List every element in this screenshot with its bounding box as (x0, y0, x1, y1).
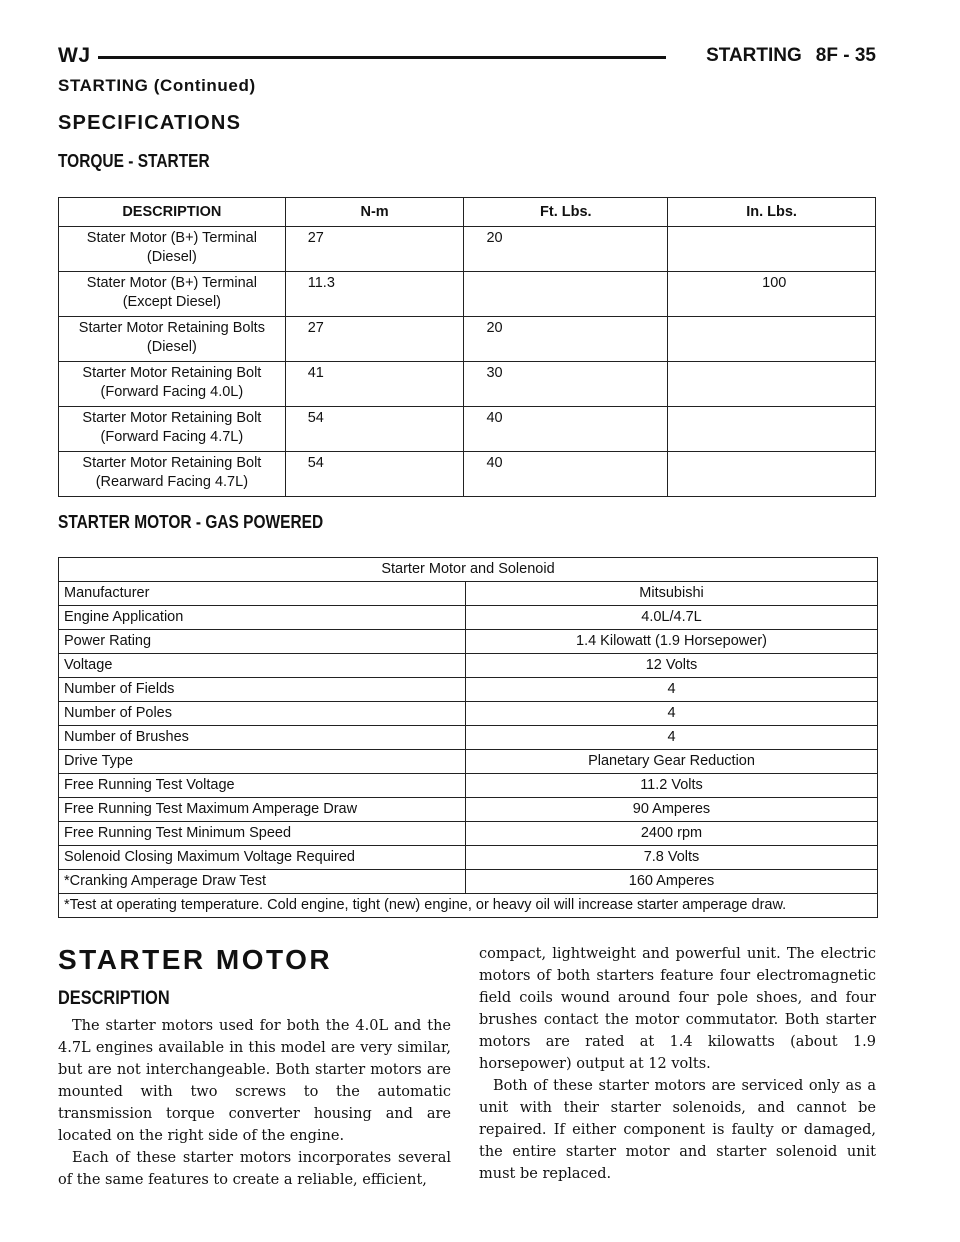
spec-label: *Cranking Amperage Draw Test (59, 870, 466, 894)
paragraph: compact, lightweight and powerful unit. The electric motors of both starters feature four electromagnetic field coils wound around four pole shoes, and four brushes contact the motor commutator. Both starter motors are rated at 1.4 kilowatts (about 1.9 horsepower) output at 12 volts. (479, 946, 876, 1072)
table-row (59, 822, 878, 846)
table-row (59, 702, 878, 726)
starter-motor-heading: STARTER MOTOR (58, 944, 333, 975)
torque-desc (59, 317, 286, 362)
spec-table-head: Starter Motor and Solenoid (59, 558, 878, 582)
table-row (59, 774, 878, 798)
spec-label: Manufacturer (59, 582, 466, 606)
torque-desc (59, 227, 286, 272)
spec-label: Free Running Test Minimum Speed (59, 822, 466, 846)
header-right (706, 45, 876, 67)
spec-value: 4 (466, 678, 878, 702)
desc-line: (Rearward Facing 4.7L) (95, 474, 249, 490)
table-row (59, 726, 878, 750)
table-row (59, 452, 876, 497)
torque-nm: 54 (285, 407, 464, 452)
table-row (59, 606, 878, 630)
desc-line: (Diesel) (146, 339, 197, 355)
spec-label: Solenoid Closing Maximum Voltage Required (59, 846, 466, 870)
torque-header-row (59, 198, 876, 227)
desc-line: (Forward Facing 4.0L) (100, 384, 244, 400)
continued-heading: STARTING (Continued) (58, 76, 256, 95)
desc-line: Stater Motor (B+) Terminal (86, 230, 257, 246)
torque-in (668, 362, 876, 407)
table-row (59, 630, 878, 654)
spec-label: Number of Poles (59, 702, 466, 726)
spec-label: Number of Fields (59, 678, 466, 702)
torque-nm: 11.3 (285, 272, 464, 317)
torque-desc (59, 362, 286, 407)
spec-value: 4 (466, 702, 878, 726)
spec-value: 90 Amperes (466, 798, 878, 822)
spec-value: 2400 rpm (466, 822, 878, 846)
spec-value: 4.0L/4.7L (466, 606, 878, 630)
spec-value: 4 (466, 726, 878, 750)
desc-line: (Diesel) (146, 249, 197, 265)
table-row (59, 750, 878, 774)
torque-desc (59, 407, 286, 452)
spec-label: Number of Brushes (59, 726, 466, 750)
table-row (59, 678, 878, 702)
torque-in: 100 (668, 272, 876, 317)
torque-ft: 20 (464, 317, 668, 362)
paragraph: The starter motors used for both the 4.0L and the 4.7L engines available in this model are very similar, but are not interchangeable. Both starter motors are mounted with two screws to the automatic transmission torque converter housing and are located on the right side of the engine. (58, 1018, 451, 1144)
spec-label: Drive Type (59, 750, 466, 774)
col-in-lbs: In. Lbs. (668, 198, 876, 227)
desc-line: (Except Diesel) (122, 294, 222, 310)
spec-label: Free Running Test Maximum Amperage Draw (59, 798, 466, 822)
table-row (59, 362, 876, 407)
spec-value: Mitsubishi (466, 582, 878, 606)
torque-in (668, 452, 876, 497)
spec-value: 12 Volts (466, 654, 878, 678)
text-column-left (58, 1015, 451, 1191)
spec-value: 160 Amperes (466, 870, 878, 894)
header-rule (98, 56, 666, 59)
torque-nm: 27 (285, 227, 464, 272)
table-row (59, 227, 876, 272)
torque-desc (59, 272, 286, 317)
section-name: STARTING (706, 45, 802, 66)
specifications-heading: SPECIFICATIONS (58, 112, 242, 134)
torque-table (58, 197, 876, 497)
spec-value: 7.8 Volts (466, 846, 878, 870)
torque-nm: 27 (285, 317, 464, 362)
table-row (59, 582, 878, 606)
col-description: DESCRIPTION (59, 198, 286, 227)
gas-starter-heading: STARTER MOTOR - GAS POWERED (58, 512, 324, 532)
page-number: 8F - 35 (815, 45, 876, 66)
description-heading: DESCRIPTION (58, 988, 170, 1009)
torque-ft (464, 272, 668, 317)
paragraph: Both of these starter motors are serviced only as a unit with their starter solenoids, and cannot be repaired. If either component is faulty or damaged, the entire starter motor and starter solenoid unit must be replaced. (479, 1078, 876, 1182)
desc-line: Starter Motor Retaining Bolt (82, 455, 262, 471)
spec-value: 1.4 Kilowatt (1.9 Horsepower) (466, 630, 878, 654)
col-nm: N-m (285, 198, 464, 227)
table-row (59, 558, 878, 582)
spec-label: Voltage (59, 654, 466, 678)
table-row (59, 654, 878, 678)
table-row (59, 407, 876, 452)
spec-value: 11.2 Volts (466, 774, 878, 798)
torque-nm: 54 (285, 452, 464, 497)
col-ft-lbs: Ft. Lbs. (464, 198, 668, 227)
paragraph: Each of these starter motors incorporates several of the same features to create a reliable, efficient, (58, 1150, 451, 1188)
torque-in (668, 407, 876, 452)
page-header (58, 44, 876, 70)
desc-line: Starter Motor Retaining Bolt (82, 410, 262, 426)
starter-spec-table (58, 557, 878, 918)
spec-value: Planetary Gear Reduction (466, 750, 878, 774)
spec-note: *Test at operating temperature. Cold engine, tight (new) engine, or heavy oil will increase starter amperage draw. (59, 894, 878, 918)
table-row (59, 846, 878, 870)
torque-nm: 41 (285, 362, 464, 407)
spec-label: Free Running Test Voltage (59, 774, 466, 798)
torque-heading: TORQUE - STARTER (58, 151, 210, 171)
torque-ft: 30 (464, 362, 668, 407)
table-row (59, 272, 876, 317)
desc-line: Stater Motor (B+) Terminal (86, 275, 257, 291)
table-row (59, 317, 876, 362)
spec-label: Power Rating (59, 630, 466, 654)
table-row (59, 894, 878, 918)
table-row (59, 798, 878, 822)
table-row (59, 870, 878, 894)
desc-line: Starter Motor Retaining Bolts (78, 320, 265, 336)
text-column-right (479, 943, 876, 1185)
torque-ft: 40 (464, 407, 668, 452)
desc-line: (Forward Facing 4.7L) (100, 429, 244, 445)
torque-ft: 20 (464, 227, 668, 272)
model-code: WJ (58, 44, 91, 67)
desc-line: Starter Motor Retaining Bolt (82, 365, 262, 381)
torque-in (668, 227, 876, 272)
spec-label: Engine Application (59, 606, 466, 630)
torque-in (668, 317, 876, 362)
torque-ft: 40 (464, 452, 668, 497)
torque-desc (59, 452, 286, 497)
